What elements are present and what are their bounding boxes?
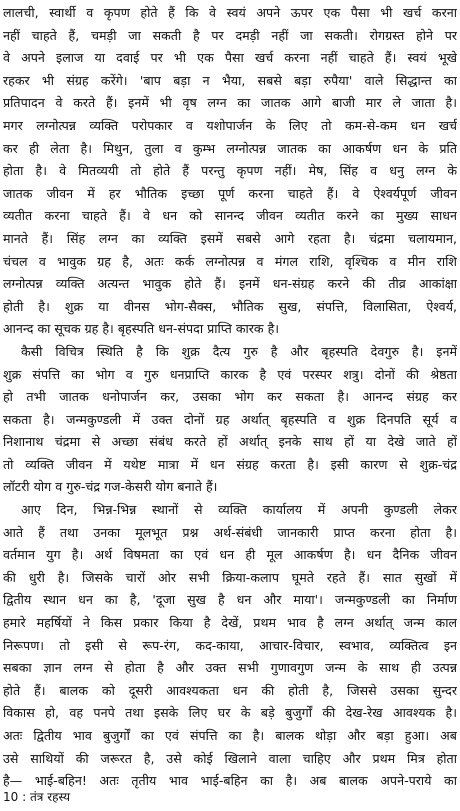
text-line: सकता है। जन्मकुण्डली में उक्त दोनों ग्रह अर्थात् बृहस्पति व शुक्र दिनपति सूर्य व [3, 411, 457, 427]
text-line: वर्तमान युग है। अर्थ विषमता का एवं धन ही मूल आकर्षण है। धन दैनिक जीवन [3, 547, 457, 563]
text-line: व्यतीत करना चाहते हैं। वे धन को सानन्द जीवन व्यतीत करने का मुख्य साधन [3, 208, 457, 224]
text-line: होती है। शुक्र या वीनस भोग-सैक्स, भौतिक सुख, संपत्ति, विलासिता, ऐश्वर्य, [3, 298, 457, 314]
text-line: जातक जीवन में हर भौतिक इच्छा पूर्ण करना चाहते हैं। वे ऐश्वर्यपूर्ण जीवन [3, 185, 457, 201]
text-line: मानते हैं। सिंह लग्न का व्यक्ति इसमें सबसे आगे रहता है। चंद्रमा चलायमान, [3, 230, 457, 246]
text-line: कर ही लेता है। मिथुन, तुला व कुम्भ लग्नोत्पन्न जातक का आकर्षण धन के प्रति [3, 140, 457, 156]
text-line: तो व्यक्ति जीवन में यथेष्ट मात्रा में धन संग्रह करता है। इसी कारण से शुक्र-चंद्र [3, 456, 457, 472]
text-line: वे अपने इलाज या दवाई पर भी एक पैसा खर्च करना नहीं चाहते हैं। स्वयं भूखे [3, 50, 457, 66]
text-line: निशानाथ चंद्रमा से अच्छा संबंध करते हों अर्थात् इनके साथ हों या देखे जाते हों [3, 434, 457, 450]
text-line: आते हैं तथा उनका मूलभूत प्रश्न अर्थ-संबंधी जानकारी प्राप्त करना होता है। [3, 524, 457, 540]
text-line: लग्नोत्पन्न व्यक्ति अत्यन्त भावुक होते हैं। इनमें धन-संग्रह करने की तीव्र आकांक्षा [3, 276, 457, 292]
paragraph-end-line: लॉटरी योग व गुरु-चंद्र गज-केसरी योग बनाते हैं। [3, 479, 218, 495]
paragraph-end-line: आनन्द का सूचक ग्रह है। बृहस्पति धन-संपदा प्राप्ति कारक है। [3, 321, 280, 337]
text-line: हमारे महर्षियों ने किस प्रकार किया है देखें, प्रथम भाव है लग्न अर्थात् जन्म काल [3, 615, 457, 631]
paragraph-start-line: कैसी विचित्र स्थिति है कि शुक्र दैत्य गुरु है और बृहस्पति देवगुरु है। इनमें [21, 343, 457, 359]
text-line: अतः द्वितीय भाव बुजुर्गों का एवं संपत्ति का है। बालक थोड़ा और बड़ा हुआ। अब [3, 728, 457, 743]
text-line: होते हैं। बालक को दूसरी आवश्यकता धन की होती है, जिससे उसका सुन्दर [3, 682, 457, 698]
paragraph-start-line: आए दिन, भिन्न-भिन्न स्थानों से व्यक्ति कार्यालय में अपनी कुण्डली लेकर [21, 502, 457, 518]
text-line: हो तभी जातक धनोपार्जन कर, उसका भोग कर सकता है। आनन्द संग्रह कर [3, 389, 457, 405]
text-line: की धुरी है। जिसके चारों ओर सभी क्रिया-कलाप घूमते रहते हैं। सात सुखों में [3, 569, 457, 585]
text-line: शुक्र संपत्ति का भोग व गुरु धनप्राप्ति कारक है एवं परस्पर शत्रु। दोनों की श्रेष्ठता [3, 366, 457, 382]
text-line: होता है। वे मितव्ययी तो होते हैं परन्तु कृपण नहीं। मेष, सिंह व धनु लग्न के [3, 163, 457, 179]
text-line: द्वितीय स्थान धन का है, 'दूजा सुख है धन और माया'। जन्मकुण्डली का निर्माण [3, 592, 457, 608]
book-page [3, 2, 457, 809]
text-line: नहीं चाहते हैं, चमड़ी जा सकती है पर दमड़ी नहीं जा सकती। रोगग्रस्त होने पर [3, 27, 457, 43]
text-line: उसे साथियों की जरूरत है, उसे कोई खिलाने वाला चाहिए और प्रथम मित्र होता [3, 750, 457, 766]
text-line: मगर लग्नोत्पन्न व्यक्ति परोपकार व यशोपार्जन के लिए तो कम-से-कम धन खर्च [3, 117, 457, 133]
text-line: विकास हो, वह पनपे तथा इसके लिए घर के बड़े बुजुर्गों की देख-रेख आवश्यक है। [3, 705, 457, 721]
text-line: लालची, स्वार्थी व कृपण होते हैं कि वे स्वयं अपने ऊपर एक पैसा भी खर्च करना [3, 5, 457, 20]
text-line: चंचल व भावुक ग्रह है, अतः कर्क लग्नोत्पन्न व मंगल राशि, वृश्चिक व मीन राशि [3, 253, 457, 269]
text-line: सबका ज्ञान लग्न से होता है और उक्त सभी गुणावगुण जन्म के साथ ही उत्पन्न [3, 660, 457, 676]
page-footer: 10 : तंत्र रहस्य [3, 790, 71, 804]
text-line: रहकर भी संग्रह करेंगे। 'बाप बड़ा न भैया, सबसे बड़ा रुपैया' वाले सिद्धान्त का [3, 72, 457, 88]
text-line: निरूपण। तो इसी से रूप-रंग, कद-काया, आचार-विचार, स्वभाव, व्यक्तित्व इन [3, 637, 457, 653]
text-line: प्रतिपादन वे करते हैं। इनमें भी वृष लग्न का जातक आगे बाजी मार ले जाता है। [3, 95, 457, 111]
text-line: है— भाई-बहिन! अतः तृतीय भाव भाई-बहिन का है। अब बालक अपने-पराये का [3, 773, 457, 789]
